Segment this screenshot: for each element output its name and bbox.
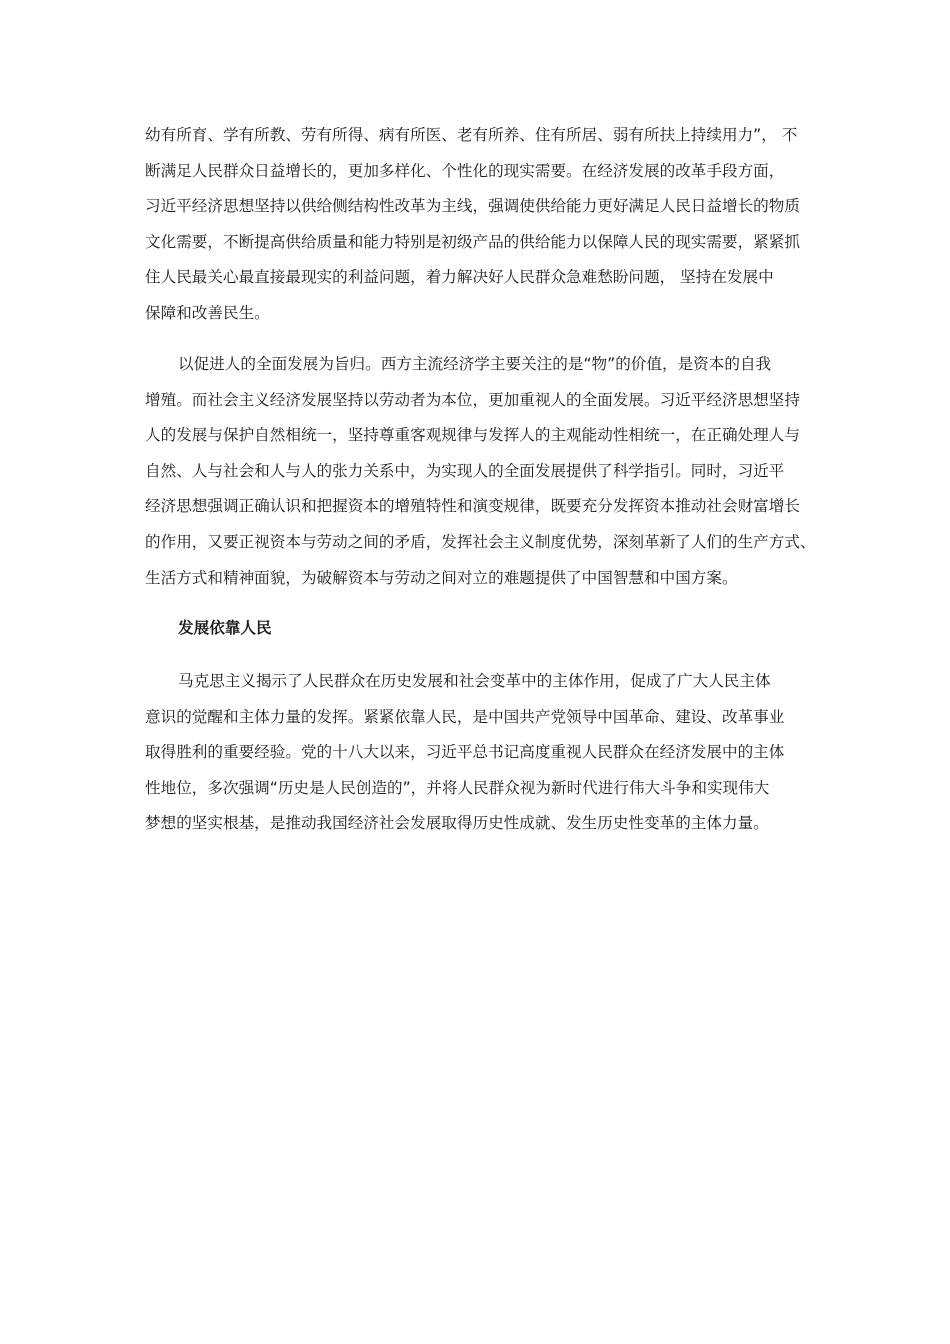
text-line: 马克思主义揭示了人民群众在历史发展和社会变革中的主体作用，促成了广大人民主体 <box>178 672 771 690</box>
text-line: 习近平经济思想坚持以供给侧结构性改革为主线，强调使供给能力更好满足人民日益增长的物质 <box>145 197 800 216</box>
text-line: 经济思想强调正确认识和把握资本的增殖特性和演变规律，既要充分发挥资本推动社会财富增长 <box>145 497 800 516</box>
text-line: 幼有所育、学有所教、劳有所得、病有所医、老有所养、住有所居、弱有所扶上持续用力”， 不 <box>145 126 798 144</box>
text-line: 性地位，多次强调“历史是人民创造的”，并将人民群众视为新时代进行伟大斗争和实现伟大 <box>145 778 770 797</box>
text-line: 梦想的坚实根基，是推动我国经济社会发展取得历史性成就、发生历史性变革的主体力量。 <box>145 814 769 833</box>
text-line: 保障和改善民生。 <box>145 303 270 322</box>
text-line: 意识的觉醒和主体力量的发挥。紧紧依靠人民，是中国共产党领导中国革命、建设、改革事业 <box>145 707 785 726</box>
text-line: 增殖。而社会主义经济发展坚持以劳动者为本位，更加重视人的全面发展。习近平经济思想坚持 <box>145 390 800 409</box>
text-line: 断满足人民群众日益增长的，更加多样化、个性化的现实需要。在经济发展的改革手段方面， <box>145 161 785 180</box>
text-line: 取得胜利的重要经验。党的十八大以来，习近平总书记高度重视人民群众在经济发展中的主体 <box>145 743 785 762</box>
paragraph-2 <box>145 347 825 596</box>
text-line: 人的发展与保护自然相统一，坚持尊重客观规律与发挥人的主观能动性相统一，在正确处理人与 <box>145 426 800 445</box>
paragraph-3 <box>145 664 825 842</box>
text-line: 住人民最关心最直接最现实的利益问题，着力解决好人民群众急难愁盼问题， 坚持在发展中 <box>145 268 774 287</box>
text-line: 生活方式和精神面貌，为破解资本与劳动之间对立的难题提供了中国智慧和中国方案。 <box>145 568 738 587</box>
text-line: 文化需要，不断提高供给质量和能力特别是初级产品的供给能力以保障人民的现实需要，紧紧抓 <box>145 232 800 251</box>
paragraph-1 <box>145 118 825 332</box>
text-line: 以促进人的全面发展为旨归。西方主流经济学主要关注的是“物”的价值，是资本的自我 <box>178 355 772 373</box>
text-line: 的作用，又要正视资本与劳动之间的矛盾，发挥社会主义制度优势，深刻革新了人们的生产方式、 <box>145 532 816 551</box>
text-line: 自然、人与社会和人与人的张力关系中，为实现人的全面发展提供了科学指引。同时，习近平 <box>145 461 785 480</box>
section-heading: 发展依靠人民 <box>178 619 272 637</box>
